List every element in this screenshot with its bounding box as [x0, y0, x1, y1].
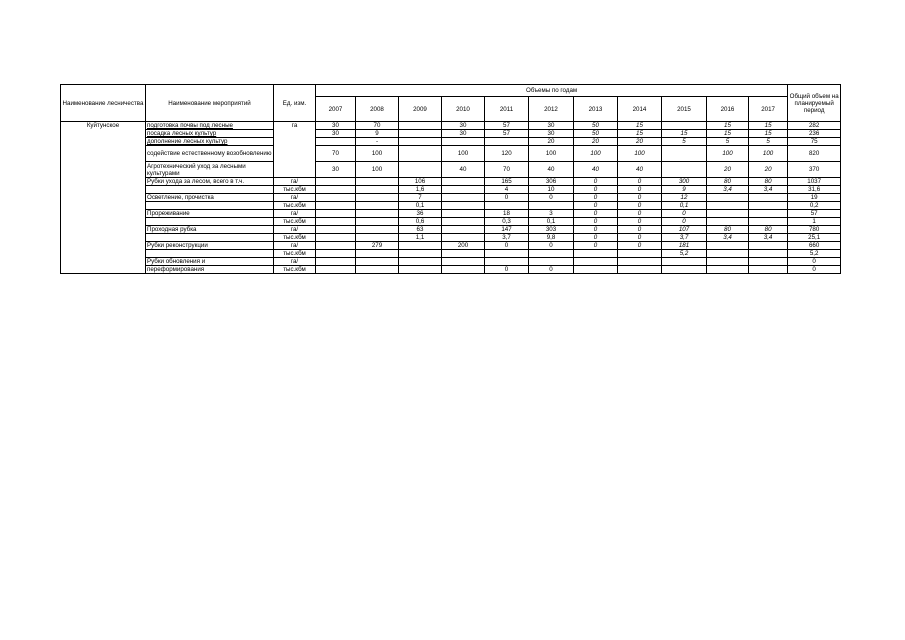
value-cell-2013: 0	[574, 178, 618, 186]
unit-cell: тыс.кбм	[274, 202, 316, 210]
header-forestry: Наименование лесничества	[61, 85, 146, 122]
value-cell-2009	[399, 138, 442, 146]
value-cell-2009: 0,6	[399, 218, 442, 226]
value-cell-2011: 18	[485, 210, 529, 218]
value-cell-2009: 0,1	[399, 202, 442, 210]
value-cell-2009: 106	[399, 178, 442, 186]
value-cell-2015	[662, 122, 707, 130]
value-cell-2007	[316, 210, 356, 218]
measure-name: подготовка почвы под лесные	[146, 122, 274, 130]
value-cell-2007	[316, 202, 356, 210]
value-cell-2013: 40	[574, 162, 618, 178]
unit-cell: тыс.кбм	[274, 218, 316, 226]
header-year-2017: 2017	[749, 97, 788, 122]
value-cell-2009: 63	[399, 226, 442, 234]
value-cell-2013: 0	[574, 242, 618, 250]
table-body	[61, 85, 841, 274]
value-cell-2011: 4	[485, 186, 529, 194]
value-cell-2007: 70	[316, 146, 356, 162]
value-cell-2017	[749, 242, 788, 250]
header-year-2012: 2012	[529, 97, 574, 122]
value-cell-2017: 80	[749, 178, 788, 186]
value-cell-2014: 0	[618, 234, 662, 242]
measure-name	[146, 250, 274, 258]
value-cell-2008: -	[356, 138, 399, 146]
value-cell-2011: 0	[485, 266, 529, 274]
total-cell: 25,1	[788, 234, 841, 242]
value-cell-2014: 0	[618, 218, 662, 226]
value-cell-2008	[356, 250, 399, 258]
unit-cell: тыс.кбм	[274, 250, 316, 258]
table-row	[61, 122, 841, 130]
value-cell-2015: 15	[662, 130, 707, 138]
value-cell-2016	[707, 202, 749, 210]
value-cell-2015: 107	[662, 226, 707, 234]
value-cell-2008: 9	[356, 130, 399, 138]
value-cell-2014: 20	[618, 138, 662, 146]
value-cell-2017	[749, 266, 788, 274]
value-cell-2016: 3,4	[707, 234, 749, 242]
measure-name	[146, 218, 274, 226]
table-row	[61, 266, 841, 274]
value-cell-2007	[316, 194, 356, 202]
value-cell-2012: 0	[529, 194, 574, 202]
measure-name	[146, 234, 274, 242]
value-cell-2016	[707, 210, 749, 218]
table-row	[61, 210, 841, 218]
value-cell-2012: 30	[529, 122, 574, 130]
header-year-2007: 2007	[316, 97, 356, 122]
value-cell-2010	[442, 178, 485, 186]
value-cell-2011: 165	[485, 178, 529, 186]
value-cell-2010: 40	[442, 162, 485, 178]
value-cell-2011: 147	[485, 226, 529, 234]
value-cell-2015: 9	[662, 186, 707, 194]
table-row	[61, 146, 841, 162]
forestry-name: Куйтунское	[61, 122, 146, 274]
value-cell-2016	[707, 218, 749, 226]
value-cell-2015: 0	[662, 210, 707, 218]
value-cell-2009	[399, 266, 442, 274]
value-cell-2014: 0	[618, 226, 662, 234]
value-cell-2014: 40	[618, 162, 662, 178]
value-cell-2012: 30	[529, 130, 574, 138]
unit-cell: га/	[274, 242, 316, 250]
total-cell: 1	[788, 218, 841, 226]
value-cell-2009	[399, 242, 442, 250]
header-volumes-by-year: Объемы по годам	[316, 85, 788, 97]
value-cell-2016: 3,4	[707, 186, 749, 194]
table-row	[61, 250, 841, 258]
value-cell-2007	[316, 250, 356, 258]
value-cell-2009	[399, 122, 442, 130]
value-cell-2015: 5,2	[662, 250, 707, 258]
measure-name: переформирования	[146, 266, 274, 274]
value-cell-2009: 1,6	[399, 186, 442, 194]
value-cell-2015	[662, 258, 707, 266]
value-cell-2008	[356, 266, 399, 274]
value-cell-2010	[442, 226, 485, 234]
table-row	[61, 202, 841, 210]
total-cell: 0	[788, 258, 841, 266]
value-cell-2013: 0	[574, 202, 618, 210]
header-year-2015: 2015	[662, 97, 707, 122]
value-cell-2011: 0,3	[485, 218, 529, 226]
table-row	[61, 226, 841, 234]
value-cell-2009	[399, 130, 442, 138]
value-cell-2016	[707, 266, 749, 274]
value-cell-2012: 0	[529, 266, 574, 274]
unit-cell: га/	[274, 210, 316, 218]
header-year-2011: 2011	[485, 97, 529, 122]
header-year-2014: 2014	[618, 97, 662, 122]
value-cell-2017	[749, 194, 788, 202]
value-cell-2017	[749, 258, 788, 266]
value-cell-2012	[529, 258, 574, 266]
value-cell-2012	[529, 250, 574, 258]
table-row	[61, 138, 841, 146]
value-cell-2010: 200	[442, 242, 485, 250]
value-cell-2010	[442, 186, 485, 194]
value-cell-2008	[356, 218, 399, 226]
value-cell-2017	[749, 250, 788, 258]
value-cell-2007	[316, 266, 356, 274]
value-cell-2013: 0	[574, 194, 618, 202]
unit-cell: га/	[274, 226, 316, 234]
value-cell-2016	[707, 258, 749, 266]
value-cell-2013: 0	[574, 210, 618, 218]
value-cell-2017	[749, 218, 788, 226]
value-cell-2011: 0	[485, 242, 529, 250]
value-cell-2014: 15	[618, 122, 662, 130]
value-cell-2014: 0	[618, 186, 662, 194]
measure-name: Агротехнический уход за лесными культурами	[146, 162, 274, 178]
value-cell-2010: 100	[442, 146, 485, 162]
value-cell-2010	[442, 210, 485, 218]
value-cell-2011	[485, 250, 529, 258]
value-cell-2016	[707, 250, 749, 258]
value-cell-2011	[485, 258, 529, 266]
value-cell-2016: 80	[707, 178, 749, 186]
value-cell-2015: 300	[662, 178, 707, 186]
value-cell-2009	[399, 146, 442, 162]
value-cell-2008	[356, 210, 399, 218]
header-total: Общий объем на планируемый период	[788, 85, 841, 122]
value-cell-2007	[316, 186, 356, 194]
value-cell-2015: 12	[662, 194, 707, 202]
value-cell-2017	[749, 210, 788, 218]
total-cell: 75	[788, 138, 841, 146]
value-cell-2010: 30	[442, 130, 485, 138]
value-cell-2010	[442, 234, 485, 242]
value-cell-2008	[356, 226, 399, 234]
value-cell-2011: 0	[485, 194, 529, 202]
value-cell-2012: 0,1	[529, 218, 574, 226]
total-cell: 5,2	[788, 250, 841, 258]
value-cell-2013: 20	[574, 138, 618, 146]
value-cell-2015: 5	[662, 138, 707, 146]
unit-cell: тыс.кбм	[274, 186, 316, 194]
value-cell-2008	[356, 234, 399, 242]
value-cell-2015	[662, 146, 707, 162]
value-cell-2007: 30	[316, 122, 356, 130]
header-year-2010: 2010	[442, 97, 485, 122]
table-row	[61, 194, 841, 202]
value-cell-2014: 0	[618, 202, 662, 210]
value-cell-2012: 303	[529, 226, 574, 234]
value-cell-2010: 30	[442, 122, 485, 130]
measure-name: содействие естественному возобновлению	[146, 146, 274, 162]
total-cell: 1037	[788, 178, 841, 186]
table-row	[61, 258, 841, 266]
value-cell-2008	[356, 186, 399, 194]
total-cell: 0,2	[788, 202, 841, 210]
table-row	[61, 130, 841, 138]
unit-cell: га	[274, 122, 316, 178]
value-cell-2008: 279	[356, 242, 399, 250]
value-cell-2009	[399, 250, 442, 258]
value-cell-2012: 40	[529, 162, 574, 178]
header-year-2009: 2009	[399, 97, 442, 122]
value-cell-2016: 15	[707, 130, 749, 138]
unit-cell: тыс.кбм	[274, 266, 316, 274]
value-cell-2010	[442, 194, 485, 202]
value-cell-2017: 15	[749, 130, 788, 138]
unit-cell: га/	[274, 258, 316, 266]
measure-name: дополнение лесных культур	[146, 138, 274, 146]
value-cell-2007	[316, 242, 356, 250]
value-cell-2017: 3,4	[749, 234, 788, 242]
total-cell: 57	[788, 210, 841, 218]
unit-cell: га/	[274, 178, 316, 186]
value-cell-2007	[316, 226, 356, 234]
header-year-2008: 2008	[356, 97, 399, 122]
value-cell-2016: 15	[707, 122, 749, 130]
value-cell-2017: 100	[749, 146, 788, 162]
value-cell-2015	[662, 162, 707, 178]
value-cell-2008	[356, 194, 399, 202]
value-cell-2015: 3,7	[662, 234, 707, 242]
table-row	[61, 186, 841, 194]
total-cell: 0	[788, 266, 841, 274]
value-cell-2013: 50	[574, 122, 618, 130]
value-cell-2014	[618, 266, 662, 274]
value-cell-2014: 15	[618, 130, 662, 138]
value-cell-2017: 80	[749, 226, 788, 234]
header-year-2016: 2016	[707, 97, 749, 122]
value-cell-2007: 30	[316, 162, 356, 178]
total-cell: 282	[788, 122, 841, 130]
value-cell-2007	[316, 258, 356, 266]
header-year-2013: 2013	[574, 97, 618, 122]
value-cell-2007	[316, 218, 356, 226]
value-cell-2013: 50	[574, 130, 618, 138]
value-cell-2008: 70	[356, 122, 399, 130]
value-cell-2016	[707, 242, 749, 250]
value-cell-2014	[618, 250, 662, 258]
value-cell-2009: 1,1	[399, 234, 442, 242]
value-cell-2009: 7	[399, 194, 442, 202]
value-cell-2010	[442, 202, 485, 210]
value-cell-2012: 10	[529, 186, 574, 194]
value-cell-2007	[316, 138, 356, 146]
value-cell-2016: 20	[707, 162, 749, 178]
measure-name: Проходная рубка	[146, 226, 274, 234]
value-cell-2011	[485, 202, 529, 210]
value-cell-2008	[356, 258, 399, 266]
value-cell-2014	[618, 258, 662, 266]
measure-name: Рубки обновления и	[146, 258, 274, 266]
measure-name: Прореживание	[146, 210, 274, 218]
value-cell-2016: 5	[707, 138, 749, 146]
table-row	[61, 234, 841, 242]
value-cell-2014: 0	[618, 178, 662, 186]
value-cell-2014: 0	[618, 210, 662, 218]
total-cell: 660	[788, 242, 841, 250]
value-cell-2009	[399, 162, 442, 178]
value-cell-2008: 100	[356, 146, 399, 162]
measure-name	[146, 202, 274, 210]
value-cell-2013: 0	[574, 186, 618, 194]
value-cell-2012: 3	[529, 210, 574, 218]
value-cell-2017: 15	[749, 122, 788, 130]
value-cell-2013: 100	[574, 146, 618, 162]
total-cell: 780	[788, 226, 841, 234]
value-cell-2015: 0,1	[662, 202, 707, 210]
unit-cell: тыс.кбм	[274, 234, 316, 242]
value-cell-2017: 5	[749, 138, 788, 146]
value-cell-2016	[707, 194, 749, 202]
header-measure: Наименование мероприятий	[146, 85, 274, 122]
value-cell-2011	[485, 138, 529, 146]
value-cell-2009	[399, 258, 442, 266]
value-cell-2012: 100	[529, 146, 574, 162]
value-cell-2012: 306	[529, 178, 574, 186]
value-cell-2008	[356, 202, 399, 210]
value-cell-2008: 100	[356, 162, 399, 178]
value-cell-2015	[662, 266, 707, 274]
forestry-plan-table	[60, 84, 841, 274]
value-cell-2013: 0	[574, 226, 618, 234]
table-row	[61, 162, 841, 178]
value-cell-2007	[316, 178, 356, 186]
value-cell-2013: 0	[574, 234, 618, 242]
total-cell: 370	[788, 162, 841, 178]
value-cell-2011: 57	[485, 122, 529, 130]
value-cell-2017: 20	[749, 162, 788, 178]
total-cell: 236	[788, 130, 841, 138]
value-cell-2010	[442, 218, 485, 226]
measure-name: Осветление, прочистка	[146, 194, 274, 202]
value-cell-2007	[316, 234, 356, 242]
value-cell-2011: 120	[485, 146, 529, 162]
value-cell-2009: 36	[399, 210, 442, 218]
value-cell-2013	[574, 258, 618, 266]
measure-name: посадка лесных культур	[146, 130, 274, 138]
value-cell-2016: 80	[707, 226, 749, 234]
measure-name	[146, 186, 274, 194]
value-cell-2011: 70	[485, 162, 529, 178]
value-cell-2013	[574, 250, 618, 258]
value-cell-2012: 0	[529, 242, 574, 250]
value-cell-2016: 100	[707, 146, 749, 162]
total-cell: 19	[788, 194, 841, 202]
value-cell-2010	[442, 138, 485, 146]
measure-name: Рубки реконструкции	[146, 242, 274, 250]
table-row	[61, 218, 841, 226]
table-row	[61, 178, 841, 186]
value-cell-2012: 9,8	[529, 234, 574, 242]
value-cell-2015: 181	[662, 242, 707, 250]
unit-cell: га/	[274, 194, 316, 202]
total-cell: 820	[788, 146, 841, 162]
value-cell-2010	[442, 250, 485, 258]
value-cell-2014: 0	[618, 194, 662, 202]
value-cell-2010	[442, 258, 485, 266]
value-cell-2007: 30	[316, 130, 356, 138]
value-cell-2013: 0	[574, 218, 618, 226]
value-cell-2014: 100	[618, 146, 662, 162]
value-cell-2011: 57	[485, 130, 529, 138]
total-cell: 31,6	[788, 186, 841, 194]
value-cell-2012: 20	[529, 138, 574, 146]
value-cell-2015: 0	[662, 218, 707, 226]
value-cell-2013	[574, 266, 618, 274]
header-unit: Ед. изм.	[274, 85, 316, 122]
value-cell-2017	[749, 202, 788, 210]
value-cell-2011: 3,7	[485, 234, 529, 242]
value-cell-2017: 3,4	[749, 186, 788, 194]
value-cell-2012	[529, 202, 574, 210]
measure-name: Рубки ухода за лесом, всего в т.ч.	[146, 178, 274, 186]
value-cell-2010	[442, 266, 485, 274]
value-cell-2014: 0	[618, 242, 662, 250]
value-cell-2008	[356, 178, 399, 186]
table-row	[61, 242, 841, 250]
